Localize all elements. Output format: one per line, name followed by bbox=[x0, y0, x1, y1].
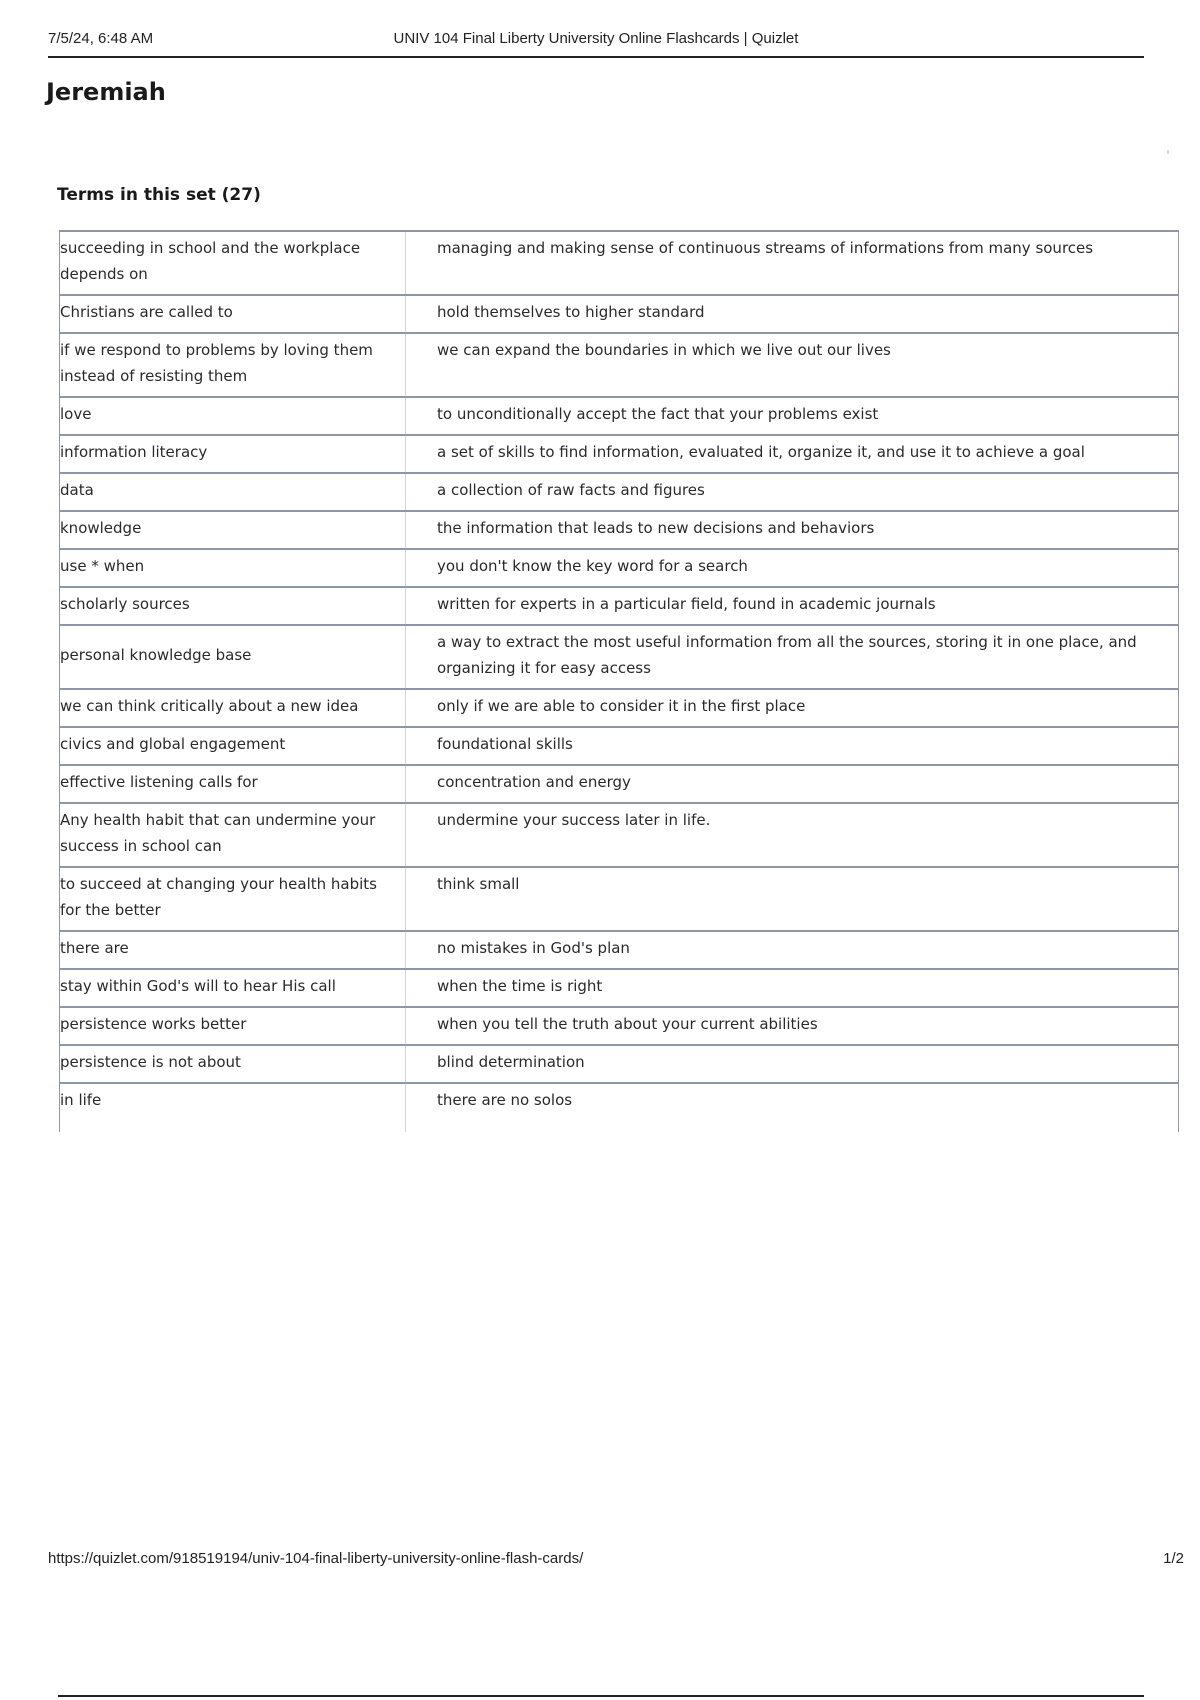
term-row bbox=[60, 1083, 1179, 1132]
term-row bbox=[60, 295, 1179, 333]
definition-text: only if we are able to consider it in the first place bbox=[406, 689, 1179, 727]
term-text: succeeding in school and the workplace depends on bbox=[60, 231, 406, 295]
print-datetime: 7/5/24, 6:48 AM bbox=[48, 30, 154, 47]
header-divider bbox=[48, 56, 1144, 58]
page-number: 1/2 bbox=[1163, 1550, 1184, 1567]
terms-table bbox=[59, 230, 1179, 1132]
term-row bbox=[60, 1045, 1179, 1083]
term-row bbox=[60, 689, 1179, 727]
term-text: use * when bbox=[60, 549, 406, 587]
definition-text: managing and making sense of continuous streams of informations from many sources bbox=[406, 231, 1179, 295]
term-row bbox=[60, 727, 1179, 765]
definition-text: a way to extract the most useful information from all the sources, storing it in one place, and organizing it for easy access bbox=[406, 625, 1179, 689]
term-text: in life bbox=[60, 1083, 406, 1132]
term-text: effective listening calls for bbox=[60, 765, 406, 803]
definition-text: when you tell the truth about your current abilities bbox=[406, 1007, 1179, 1045]
definition-text: hold themselves to higher standard bbox=[406, 295, 1179, 333]
scroll-artifact bbox=[1167, 150, 1169, 154]
term-row bbox=[60, 1007, 1179, 1045]
term-text: civics and global engagement bbox=[60, 727, 406, 765]
terms-heading: Terms in this set (27) bbox=[57, 185, 261, 205]
term-text: persistence is not about bbox=[60, 1045, 406, 1083]
definition-text: foundational skills bbox=[406, 727, 1179, 765]
terms-table-body bbox=[60, 231, 1179, 1132]
term-row bbox=[60, 765, 1179, 803]
term-row bbox=[60, 867, 1179, 931]
definition-text: a set of skills to find information, evaluated it, organize it, and use it to achieve a goal bbox=[406, 435, 1179, 473]
definition-text: concentration and energy bbox=[406, 765, 1179, 803]
definition-text: when the time is right bbox=[406, 969, 1179, 1007]
term-row bbox=[60, 549, 1179, 587]
term-text: love bbox=[60, 397, 406, 435]
term-text: if we respond to problems by loving them instead of resisting them bbox=[60, 333, 406, 397]
definition-text: we can expand the boundaries in which we live out our lives bbox=[406, 333, 1179, 397]
definition-text: a collection of raw facts and figures bbox=[406, 473, 1179, 511]
term-text: persistence works better bbox=[60, 1007, 406, 1045]
definition-text: the information that leads to new decisions and behaviors bbox=[406, 511, 1179, 549]
term-text: knowledge bbox=[60, 511, 406, 549]
term-text: stay within God's will to hear His call bbox=[60, 969, 406, 1007]
definition-text: no mistakes in God's plan bbox=[406, 931, 1179, 969]
page-url: https://quizlet.com/918519194/univ-104-final-liberty-university-online-flash-cards/ bbox=[48, 1550, 584, 1567]
term-text: we can think critically about a new idea bbox=[60, 689, 406, 727]
term-row bbox=[60, 803, 1179, 867]
definition-text: there are no solos bbox=[406, 1083, 1179, 1132]
term-text: scholarly sources bbox=[60, 587, 406, 625]
term-row bbox=[60, 969, 1179, 1007]
definition-text: think small bbox=[406, 867, 1179, 931]
print-document-title: UNIV 104 Final Liberty University Online Flashcards | Quizlet bbox=[393, 30, 799, 47]
term-text: to succeed at changing your health habits for the better bbox=[60, 867, 406, 931]
term-row bbox=[60, 511, 1179, 549]
term-row bbox=[60, 473, 1179, 511]
term-text: information literacy bbox=[60, 435, 406, 473]
term-row bbox=[60, 587, 1179, 625]
term-text: Any health habit that can undermine your success in school can bbox=[60, 803, 406, 867]
definition-text: written for experts in a particular field, found in academic journals bbox=[406, 587, 1179, 625]
print-header bbox=[48, 30, 1144, 58]
term-text: there are bbox=[60, 931, 406, 969]
definition-text: blind determination bbox=[406, 1045, 1179, 1083]
term-row bbox=[60, 231, 1179, 295]
term-row bbox=[60, 931, 1179, 969]
footer-divider bbox=[58, 1695, 1144, 1697]
definition-text: undermine your success later in life. bbox=[406, 803, 1179, 867]
definition-text: to unconditionally accept the fact that your problems exist bbox=[406, 397, 1179, 435]
term-row bbox=[60, 625, 1179, 689]
term-text: personal knowledge base bbox=[60, 625, 406, 689]
author-name: Jeremiah bbox=[46, 78, 166, 106]
term-row bbox=[60, 435, 1179, 473]
term-text: data bbox=[60, 473, 406, 511]
term-row bbox=[60, 333, 1179, 397]
term-row bbox=[60, 397, 1179, 435]
definition-text: you don't know the key word for a search bbox=[406, 549, 1179, 587]
term-text: Christians are called to bbox=[60, 295, 406, 333]
